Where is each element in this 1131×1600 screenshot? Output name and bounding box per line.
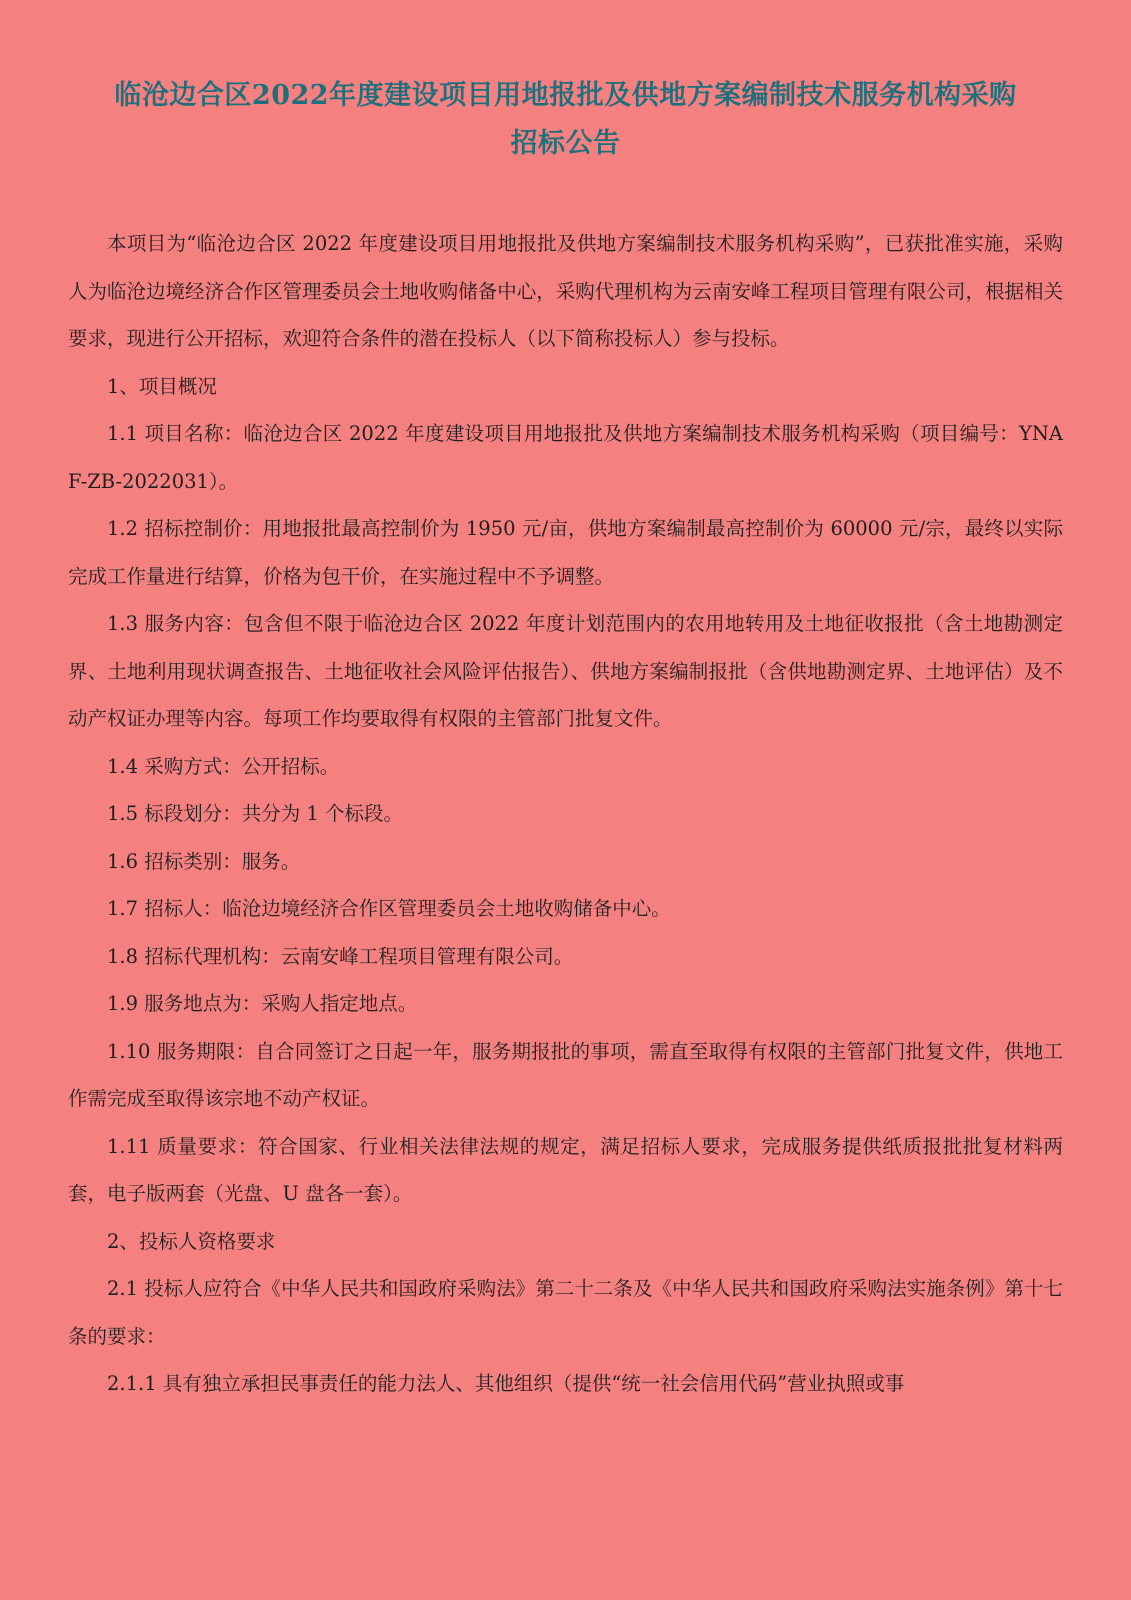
document-title [68,72,1063,168]
paragraph-1-4: 1.4 采购方式：公开招标。 [107,754,340,778]
document-body [68,220,1063,1408]
title-line-1: 临沧边合区2022年度建设项目用地报批及供地方案编制技术服务机构采购 [114,80,1017,111]
paragraph-1-9: 1.9 服务地点为：采购人指定地点。 [107,992,418,1015]
paragraph-intro: 本项目为“临沧边合区 2022 年度建设项目用地报批及供地方案编制技术服务机构采购”，已获批准实施，采购人为临沧边境经济合作区管理委员会土地收购储备中心，采购代理机构为云南安峰工程项目管理有限公司，根据相关要求，现进行公开招标，欢迎符合条件的潜在投标人（以下简称投标人）参与投标。 [68,232,1063,350]
paragraph-1-10: 1.10 服务期限：自合同签订之日起一年，服务期报批的事项，需直至取得有权限的主管部门批复文件，供地工作需完成至取得该宗地不动产权证。 [68,1039,1063,1110]
paragraph-1-7: 1.7 招标人：临沧边境经济合作区管理委员会土地收购储备中心。 [107,897,671,920]
section-heading-qualification: 2、投标人资格要求 [107,1229,276,1253]
paragraph-1-3: 1.3 服务内容：包含但不限于临沧边合区 2022 年度计划范围内的农用地转用及土地征收报批（含土地勘测定界、土地利用现状调查报告、土地征收社会风险评估报告）、供地方案编制报批（含供地勘测定界、土地评估）及不动产权证办理等内容。每项工作均要取得有权限的主管部门批复文件。 [68,612,1063,730]
title-line-2: 招标公告 [510,128,621,159]
paragraph-1-5: 1.5 标段划分：共分为 1 个标段。 [107,802,404,825]
paragraph-1-8: 1.8 招标代理机构：云南安峰工程项目管理有限公司。 [107,944,574,968]
paragraph-2-1-1: 2.1.1 具有独立承担民事责任的能力法人、其他组织（提供“统一社会信用代码”营业执照或事 [107,1372,905,1395]
paragraph-1-6: 1.6 招标类别：服务。 [107,849,301,873]
paragraph-1-2: 1.2 招标控制价：用地报批最高控制价为 1950 元/亩，供地方案编制最高控制价为 60000 元/宗，最终以实际完成工作量进行结算，价格为包干价，在实施过程中不予调整。 [68,517,1063,588]
paragraph-1-1: 1.1 项目名称：临沧边合区 2022 年度建设项目用地报批及供地方案编制技术服务机构采购（项目编号：YNAF-ZB-2022031）。 [68,422,1063,493]
section-heading-project-overview: 1、项目概况 [107,374,217,398]
paragraph-2-1: 2.1 投标人应符合《中华人民共和国政府采购法》第二十二条及《中华人民共和国政府采购法实施条例》第十七条的要求： [68,1277,1063,1348]
paragraph-1-11: 1.11 质量要求：符合国家、行业相关法律法规的规定，满足招标人要求，完成服务提供纸质报批批复材料两套，电子版两套（光盘、U 盘各一套）。 [68,1134,1063,1205]
